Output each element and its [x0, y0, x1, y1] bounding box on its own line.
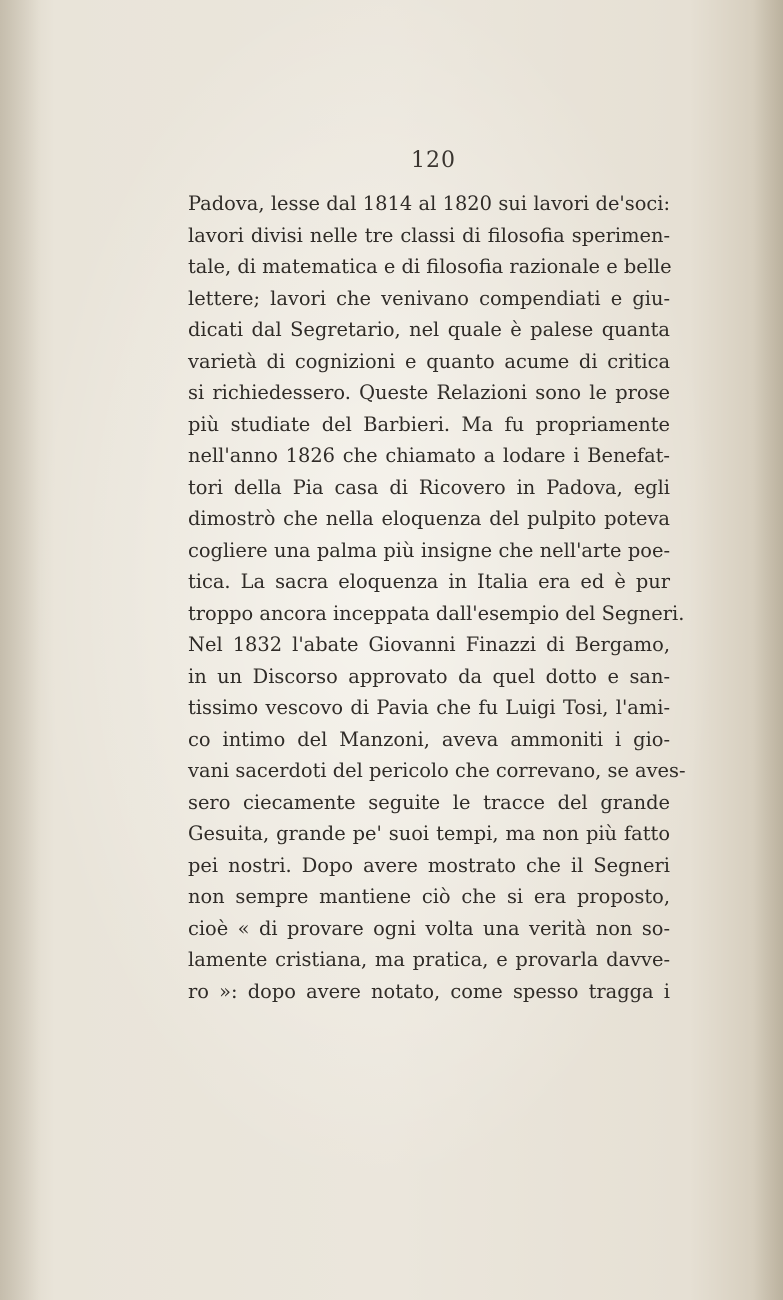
text-line: Padova, lesse dal 1814 al 1820 sui lavori de'soci: — [188, 192, 670, 215]
text-line: pei nostri. Dopo avere mostrato che il Segneri — [188, 853, 670, 877]
text-line: lavori divisi nelle tre classi di filosofia sperimen- — [188, 223, 670, 247]
text-line: tica. La sacra eloquenza in Italia era ed è pur — [188, 570, 670, 593]
text-line: nell'anno 1826 che chiamato a lodare i Benefat- — [188, 444, 670, 467]
text-line: Nel 1832 l'abate Giovanni Finazzi di Bergamo, — [188, 633, 670, 656]
text-line: dimostrò che nella eloquenza del pulpito poteva — [188, 507, 670, 530]
text-line: tori della Pia casa di Ricovero in Padova, egli — [188, 475, 670, 499]
text-line: vani sacerdoti del pericolo che correvano, se aves- — [188, 759, 686, 782]
text-line: dicati dal Segretario, nel quale è palese quanta — [188, 318, 670, 341]
spine-shadow — [0, 0, 40, 1300]
page-edge-shadow — [753, 0, 783, 1300]
text-line: sero ciecamente seguite le tracce del grande — [188, 790, 670, 814]
text-line: in un Discorso approvato da quel dotto e san- — [188, 664, 670, 688]
text-line: tissimo vescovo di Pavia che fu Luigi Tosi, l'ami- — [188, 696, 670, 719]
text-line: Gesuita, grande pe' suoi tempi, ma non più fatto — [188, 822, 670, 845]
text-line: cogliere una palma più insigne che nell'arte poe- — [188, 538, 670, 562]
text-line: co intimo del Manzoni, aveva ammoniti i gio- — [188, 727, 670, 751]
text-line: ro »: dopo avere notato, come spesso tragga i — [188, 979, 670, 1003]
text-line: non sempre mantiene ciò che si era proposto, — [188, 885, 670, 908]
text-line: lamente cristiana, ma pratica, e provarla davve- — [188, 948, 670, 971]
text-line: si richiedessero. Queste Relazioni sono le prose — [188, 381, 670, 404]
text-line: più studiate del Barbieri. Ma fu propriamente — [188, 412, 670, 436]
page-number: 120 — [411, 148, 456, 173]
text-line: varietà di cognizioni e quanto acume di critica — [188, 349, 670, 373]
body-text — [188, 188, 686, 1007]
text-line: tale, di matematica e di filosofia razionale e belle — [188, 255, 672, 278]
text-line: lettere; lavori che venivano compendiati e giu- — [188, 286, 670, 310]
text-line: cioè « di provare ogni volta una verità non so- — [188, 916, 670, 940]
text-line: troppo ancora inceppata dall'esempio del Segneri. — [188, 601, 685, 625]
